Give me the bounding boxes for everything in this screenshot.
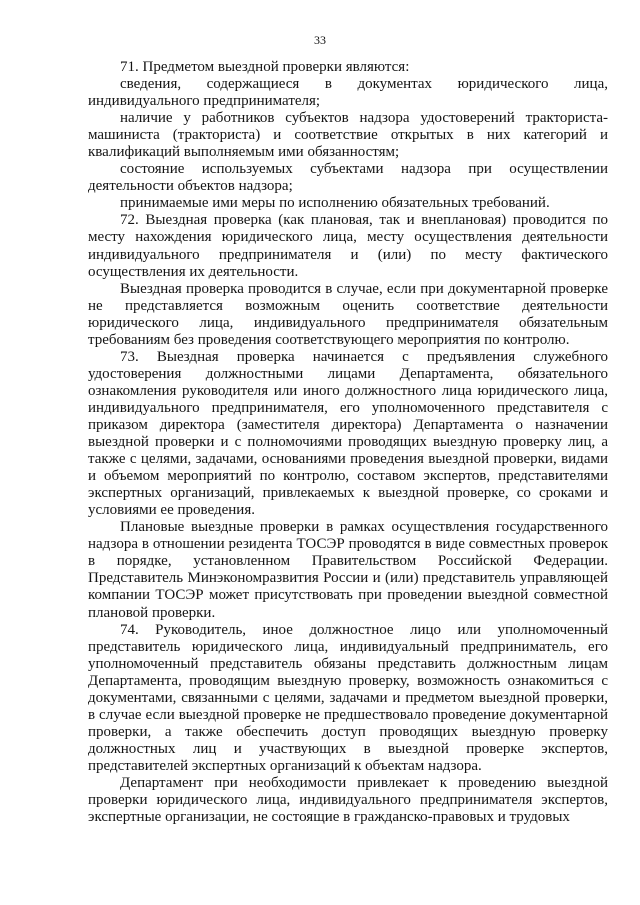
paragraph-72: 72. Выездная проверка (как плановая, так и внеплановая) проводится по месту нахождения юридического лица, месту осуществления деятельности индивидуального предпринимателя и (или) по месту фактического осуществления их деятельности. — [88, 212, 608, 280]
paragraph-71-item-condition: состояние используемых субъектами надзора при осуществлении деятельности объектов надзора; — [88, 161, 608, 195]
paragraph-71-item-documents: сведения, содержащиеся в документах юридического лица, индивидуального предпринимателя; — [88, 76, 608, 110]
paragraph-73-continued: Плановые выездные проверки в рамках осуществления государственного надзора в отношении резидента ТОСЭР проводятся в виде совместных проверок в порядке, установленном Правительством Российской Федерации. Представитель Минэкономразвития России и (или) представитель управляющей компании ТОСЭР может присутствовать при проведении выездной совместной плановой проверки. — [88, 519, 608, 621]
paragraph-73: 73. Выездная проверка начинается с предъявления служебного удостоверения должностными лицами Департамента, обязательного ознакомления руководителя или иного должностного лица юридического лица, индивидуального предпринимателя, его уполномоченного представителя с приказом директора (заместителя директора) Департамента о назначении выездной проверки и с полномочиями проводящих выездную проверку лиц, а также с целями, задачами, основаниями проведения выездной проверки, видами и объемом мероприятий по контролю, составом экспертов, представителями экспертных организаций, привлекаемых к выездной проверке, со сроками и условиями ее проведения. — [88, 348, 608, 519]
paragraph-74: 74. Руководитель, иное должностное лицо или уполномоченный представитель юридического лица, индивидуальный предприниматель, его уполномоченный представитель обязаны представить должностным лицам Департамента, проводящим выездную проверку, возможность ознакомиться с документами, связанными с целями, задачами и предметом выездной проверки, в случае если выездной проверке не предшествовало проведение документарной проверки, а также обеспечить доступ проводящих выездную проверку должностных лиц и участвующих в выездной проверке экспертов, представителей экспертных организаций к объектам надзора. — [88, 621, 608, 774]
page-number: 33 — [314, 33, 326, 47]
paragraph-72-continued: Выездная проверка проводится в случае, если при документарной проверке не представляется возможным оценить соответствие деятельности юридического лица, индивидуального предпринимателя обязательным требованиям без проведения соответствующего мероприятия по контролю. — [88, 280, 608, 348]
paragraph-74-continued: Департамент при необходимости привлекает к проведению выездной проверки юридического лица, индивидуального предпринимателя экспертов, экспертные организации, не состоящие в гражданско-правовых и трудовых — [88, 774, 608, 826]
document-body — [88, 59, 608, 826]
paragraph-71-item-measures: принимаемые ими меры по исполнению обязательных требований. — [120, 195, 550, 212]
paragraph-71-item-certificates: наличие у работников субъектов надзора удостоверений тракториста-машиниста (тракториста) и соответствие открытых в них категорий и квалификаций выполняемым ими обязанностям; — [88, 110, 608, 161]
paragraph-71-heading: 71. Предметом выездной проверки являются: — [120, 59, 410, 75]
